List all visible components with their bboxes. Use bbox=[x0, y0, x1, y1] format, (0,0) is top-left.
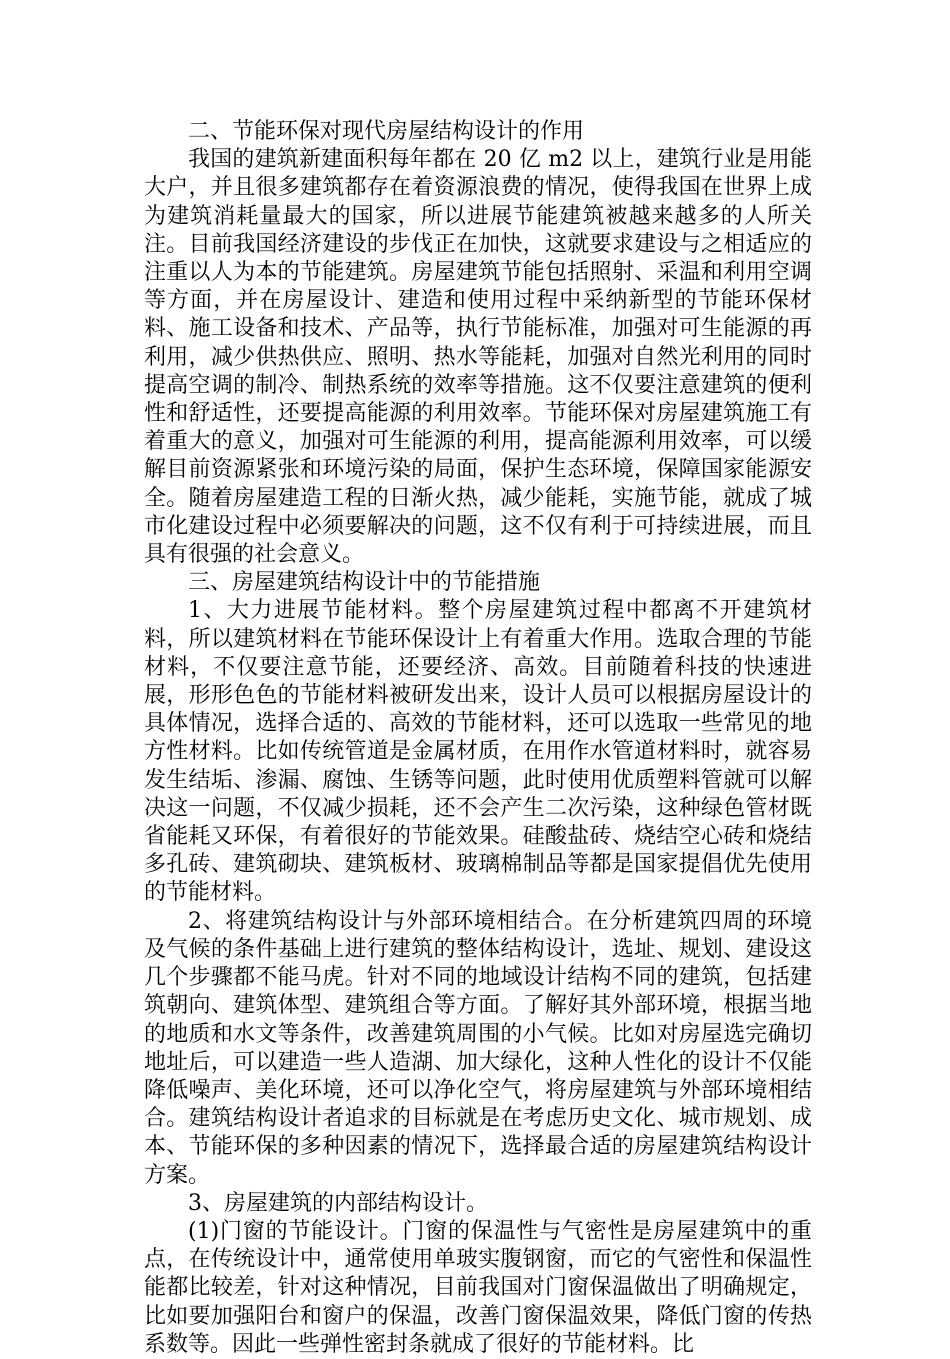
paragraph-section-2: 我国的建筑新建面积每年都在 20 亿 m2 以上，建筑行业是用能大户，并且很多建筑都存在着资源浪费的情况，使得我国在世界上成为建筑消耗量最大的国家，所以进展节能建筑被越来越多的人所关注。目前我国经济建设的步伐正在加快，这就要求建设与之相适应的注重以人为本的节能建筑。房屋建筑节能包括照射、采温和利用空调等方面，并在房屋设计、建造和使用过程中采纳新型的节能环保材料、施工设备和技术、产品等，执行节能标准，加强对可生能源的再利用，减少供热供应、照明、热水等能耗，加强对自然光利用的同时提高空调的制冷、制热系统的效率等措施。这不仅要注意建筑的便利性和舒适性，还要提高能源的利用效率。节能环保对房屋建筑施工有着重大的意义，加强对可生能源的利用，提高能源利用效率，可以缓解目前资源紧张和环境污染的局面，保护生态环境，保障国家能源安全。随着房屋建造工程的日渐火热，减少能耗，实施节能，就成了城市化建设过程中必须要解决的问题，这不仅有利于可持续进展，而且具有很强的社会意义。 bbox=[144, 147, 812, 568]
paragraph-measure-2: 2、将建筑结构设计与外部环境相结合。在分析建筑四周的环境及气候的条件基础上进行建筑的整体结构设计，选址、规划、建设这几个步骤都不能马虎。针对不同的地域设计结构不同的建筑，包括建筑朝向、建筑体型、建筑组合等方面。了解好其外部环境，根据当地的地质和水文等条件，改善建筑周围的小气候。比如对房屋选完确切地址后，可以建造一些人造湖、加大绿化，这种人性化的设计不仅能降低噪声、美化环境，还可以净化空气，将房屋建筑与外部环境相结合。建筑结构设计者追求的目标就是在考虑历史文化、城市规划、成本、节能环保的多种因素的情况下，选择最合适的房屋建筑结构设计方案。 bbox=[144, 908, 812, 1188]
document-page bbox=[144, 118, 812, 1359]
paragraph-door-window: (1)门窗的节能设计。门窗的保温性与气密性是房屋建筑中的重点，在传统设计中，通常使用单玻实腹钢窗，而它的气密性和保温性能都比较差，针对这种情况，目前我国对门窗保温做出了明确规定，比如要加强阳台和窗户的保温，改善门窗保温效果，降低门窗的传热系数等。因此一些弹性密封条就成了很好的节能材料。比 bbox=[144, 1218, 812, 1357]
paragraph-measure-1: 1、大力进展节能材料。整个房屋建筑过程中都离不开建筑材料，所以建筑材料在节能环保设计上有着重大作用。选取合理的节能材料，不仅要注意节能，还要经济、高效。目前随着科技的快速进展，形形色色的节能材料被研发出来，设计人员可以根据房屋设计的具体情况，选择合适的、高效的节能材料，还可以选取一些常见的地方性材料。比如传统管道是金属材质，在用作水管道材料时，就容易发生结垢、渗漏、腐蚀、生锈等问题，此时使用优质塑料管就可以解决这一问题，不仅减少损耗，还不会产生二次污染，这种绿色管材既省能耗又环保，有着很好的节能效果。硅酸盐砖、烧结空心砖和烧结多孔砖、建筑砌块、建筑板材、玻璃棉制品等都是国家提倡优先使用的节能材料。 bbox=[144, 598, 812, 906]
paragraph-measure-3: 3、房屋建筑的内部结构设计。 bbox=[188, 1190, 488, 1216]
section-heading-2: 二、节能环保对现代房屋结构设计的作用 bbox=[188, 119, 585, 144]
section-heading-3: 三、房屋建筑结构设计中的节能措施 bbox=[188, 570, 541, 596]
